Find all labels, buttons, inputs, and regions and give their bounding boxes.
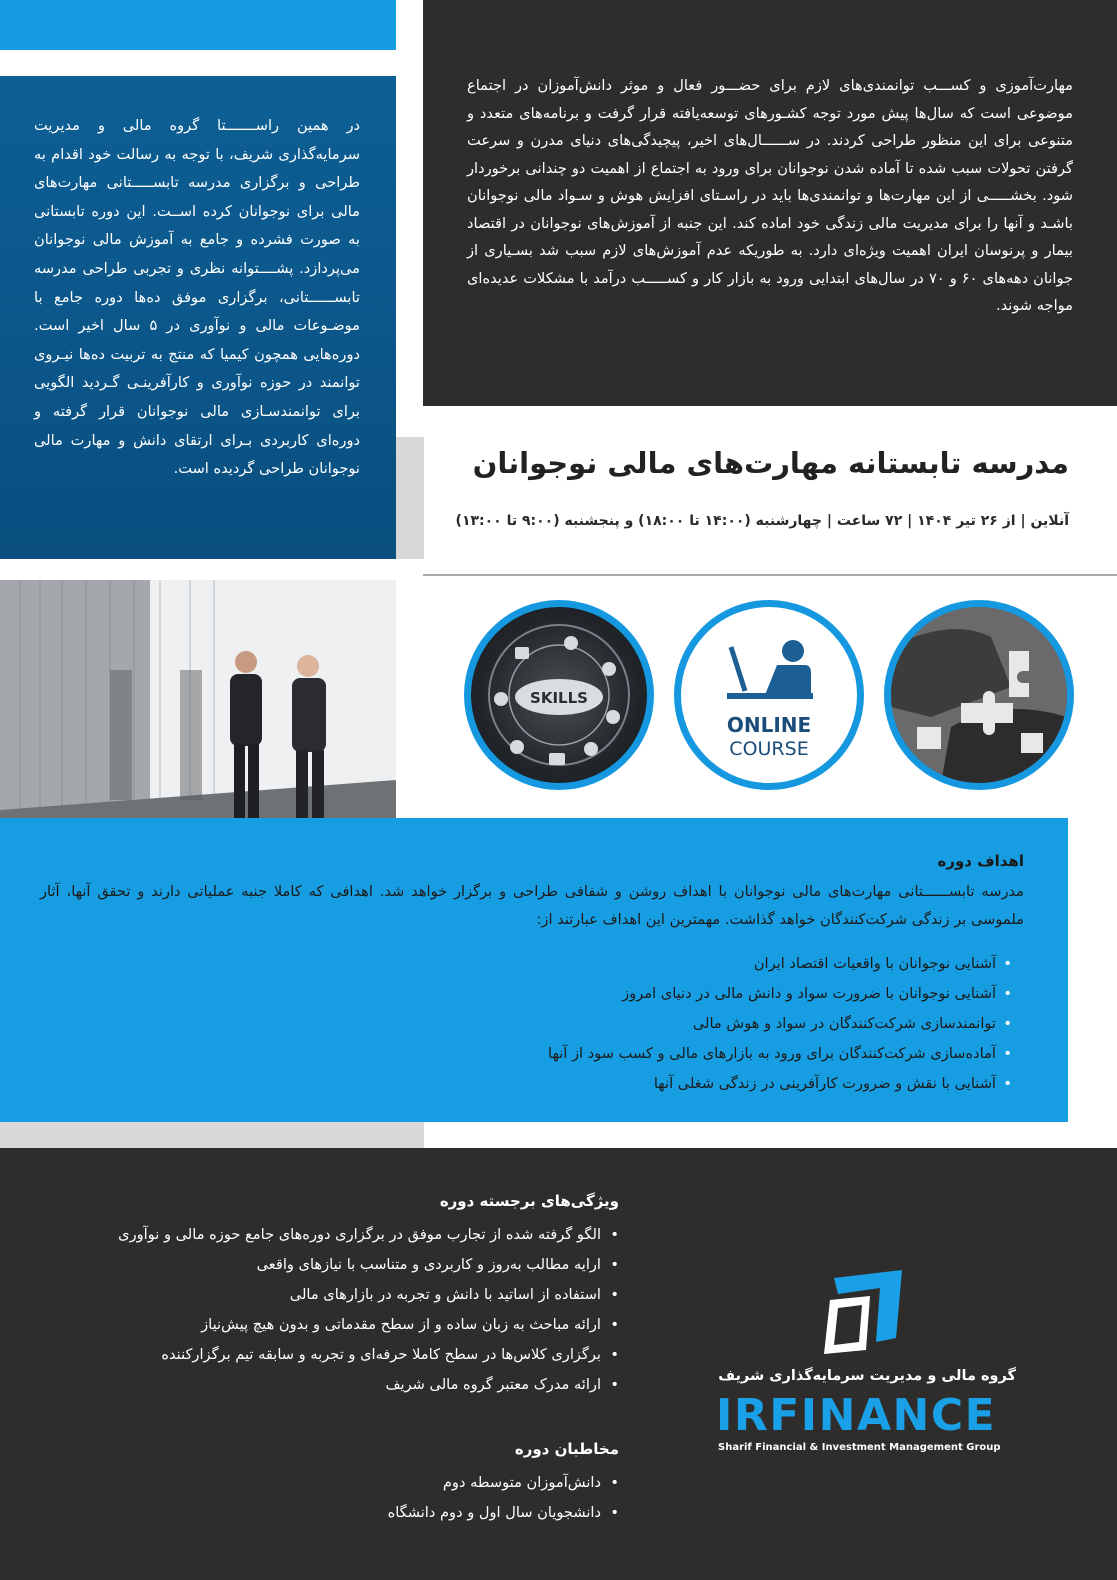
goal-item: • آشنایی با نقش و ضرورت کارآفرینی در زندگی شغلی آنها [40,1069,1012,1099]
goals-heading: اهداف دوره [937,852,1024,870]
goal-item: • آماده‌سازی شرکت‌کنندگان برای ورود به بازارهای مالی و کسب سود از آنها [40,1039,1012,1069]
features-list [39,1220,619,1400]
grey-accent-strip [0,1122,424,1148]
logo-mark-icon [820,1270,910,1360]
top-accent-bar [0,0,396,50]
audience-section [119,1440,619,1528]
office-illustration [0,580,396,852]
features-section [39,1192,619,1400]
audience-heading: مخاطبان دوره [514,1440,619,1458]
skills-image [464,600,654,790]
goals-list [40,949,1024,1099]
audience-item: • دانش‌آموزان متوسطه دوم [119,1468,619,1498]
feature-item: • ارائه مباحث به زبان ساده و از سطح مقدماتی و بدون هیچ پیش‌نیاز [39,1310,619,1340]
goal-item: • آشنایی نوجوانان با واقعیات اقتصاد ایران [40,949,1012,979]
features-heading: ویژگی‌های برجسته دوره [439,1192,619,1210]
feature-item: • الگو گرفته شده از تجارب موفق در برگزاری دوره‌های جامع حوزه مالی و نوآوری [39,1220,619,1250]
audience-list [119,1468,619,1528]
irfinance-logo [716,1270,1016,1460]
left-info-panel [0,76,396,559]
office-photo [0,580,396,852]
audience-item: • دانشجویان سال اول و دوم دانشگاه [119,1498,619,1528]
page-title: مدرسه تابستانه مهارت‌های مالی نوجوانان [472,446,1069,480]
left-panel-text: در همین راســـــــتا گروه مالی و مدیریت سرمایه‌گذاری شریف، با توجه به رسالت خود اقدام به طراحی و برگزاری مدرسه تابســـــتانی مهارت‌های مالی برای نوجوانان کرده اســت. این دوره تابستانی به صورت فشرده و جامع به آموزش مالی نوجوانان می‌پردازد. پشــــتوانه نظری و تجربی طراحی مدرسه تابســــــتانی، برگزاری موفق ده‌ها دوره جامع با موضـوعات مالی و نوآوری در ۵ سال اخیر است. دوره‌هایی همچون کیمیا که منتج به تربیت ده‌ها نیـروی توانمند در حوزه نوآوری و کارآفرینـی گـردید الگویی برای توانمندسـازی مالی نوجوانان قرار گرفته و دوره‌ای کاربردی بـرای ارتقای دانش و مهارت مالی نوجوانان طراحی گردیده است. [34,117,360,478]
goals-section [0,818,1068,1122]
feature-item: • برگزاری کلاس‌ها در سطح کاملا حرفه‌ای و تجربه و سابقه تیم برگزارکننده [39,1340,619,1370]
goal-item: • توانمندسازی شرکت‌کنندگان در سواد و هوش مالی [40,1009,1012,1039]
puzzle-illustration [891,607,1067,783]
feature-item: • استفاده از اساتید با دانش و تجربه در بازارهای مالی [39,1280,619,1310]
feature-item: • ارائه مدرک معتبر گروه مالی شریف [39,1370,619,1400]
goals-body: مدرسه تابســــــتانی مهارت‌های مالی نوجوانان با اهداف روشن و شفافی طراحی و برگزار خواهد شد. اهدافی که کاملا جنبه عملیاتی دارند و تحقق آنها، آثار ملموسی بر زندگی شرکت‌کنندگان خواهد گذاشت. مهمترین این اهداف عبارتند از: [40,883,1024,928]
goal-item: • آشنایی نوجوانان با ضرورت سواد و دانش مالی در دنیای امروز [40,979,1012,1009]
feature-item: • ارایه مطالب به‌روز و کاربردی و متناسب با نیازهای واقعی [39,1250,619,1280]
logo-tagline: Sharif Financial & Investment Management Group [718,1442,1001,1453]
skills-illustration [471,607,647,783]
online-label: ONLINE [726,713,812,737]
grey-accent-strip [396,437,424,559]
divider [423,574,1117,576]
logo-persian-name: گروه مالی و مدیریت سرمایه‌گذاری شریف [718,1368,1016,1384]
skills-label: SKILLS [530,689,588,707]
course-label: COURSE [729,738,809,760]
online-course-illustration [681,607,857,783]
course-schedule: آنلاین | از ۲۶ تیر ۱۴۰۴ | ۷۲ ساعت | چهارشنبه (۱۴:۰۰ تا ۱۸:۰۰) و پنجشنبه (۹:۰۰ تا ۱۳:۰۰) [455,513,1069,529]
intro-text: مهارت‌آموزی و کســـب توانمندی‌های لازم برای حضـــور فعال و موثر دانش‌آموزان در اجتماع موضوعی است که سال‌ها پیش مورد توجه کشـورهای توسعه‌یافته قرار گرفت و برنامه‌های متعدد و متنوعی برای این منظور طراحی کردند. در ســــــال‌های اخیر، پیچیدگی‌های دنیای مدرن و سرعت گرفتن تحولات سبب شده تا آماده شدن نوجوانان برای ورود به اجتماع از اهمیت دو چندانی برخوردار شود. بخشـــــی از این مهارت‌ها و توانمندی‌ها باید در راسـتای افزایش هوش و سـواد مالی نوجوانان باشـد و آنها را برای مدیریت مالی زندگی خود اماده کند. این جنبه از آموزش‌های نوجوانان در اقتصاد بیمار و پرنوسان ایران اهمیت ویژه‌ای دارد. به طوریکه عدم آموزش‌های لازم سبب شد بسـیاری از جوانان دهه‌های ۶۰ و ۷۰ در سال‌های ابتدایی ورود به بازار کار و کســـــب درآمد با مشکلات عدیده‌ای مواجه شوند. [467,77,1074,314]
logo-wordmark: IRFINANCE [716,1390,997,1441]
puzzle-image [884,600,1074,790]
online-course-badge [674,600,864,790]
intro-panel [423,0,1117,406]
